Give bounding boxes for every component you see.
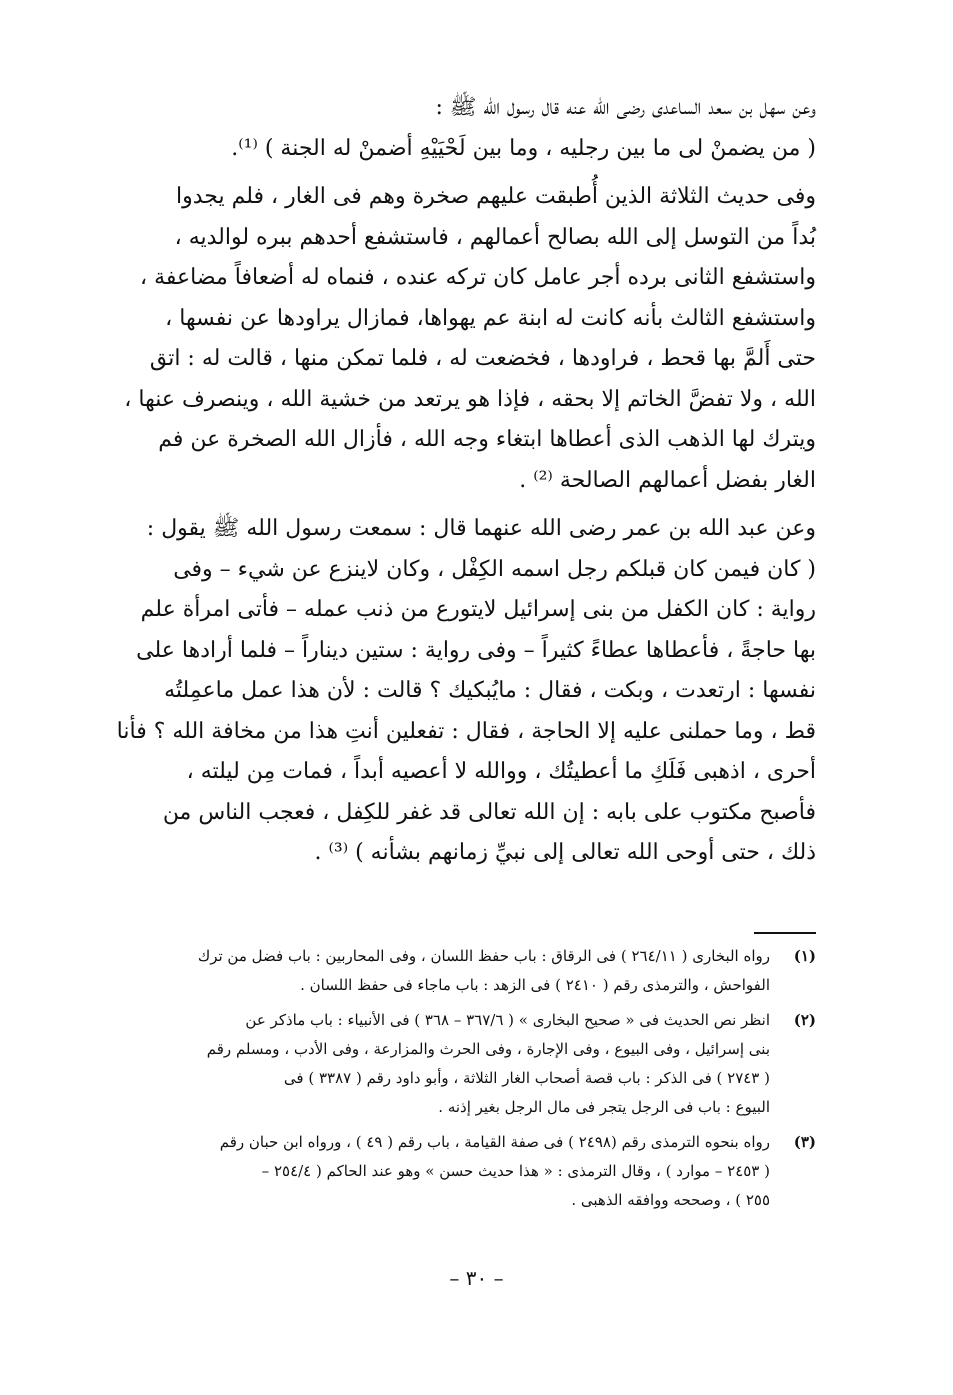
page-number: – ٣٠ – [449, 1266, 504, 1290]
paragraph-cave-hadith [124, 177, 816, 501]
footnote-text [128, 1006, 770, 1122]
text-line: بُداً من التوسل إلى الله بصالح أعمالهم ، فاستشفع أحدهم ببره لوالديه ، [174, 224, 816, 250]
footnote-line: ٢٥٥ ) ، وصححه ووافقه الذهبى . [571, 1191, 770, 1209]
footnote-line: ( ٢٤٥٣ – موارد ) ، وقال الترمذى : « هذا حديث حسن » وهو عند الحاكم ( ٢٥٤/٤ – [261, 1162, 770, 1180]
text-line: الله ، ولا تفضَّ الخاتم إلا بحقه ، فإذا هو يرتعد من خشية الله ، وينصرف عنها ، [124, 386, 816, 412]
text-line: ( كان فيمن كان قبلكم رجل اسمه الكِفْل ، وكان لاينزع عن شيء – وفى [173, 556, 816, 582]
footnote-2 [128, 1006, 816, 1122]
footnotes [128, 932, 816, 1221]
footnote-text [128, 1128, 770, 1215]
footnote-line: بنى إسرائيل ، وفى البيوع ، وفى الإجارة ، وفى الحرث والمزارعة ، وفى الأدب ، ومسلم رقم [206, 1040, 770, 1058]
text-line: أحرى ، اذهبى فَلَكِ ما أعطيتُك ، ووالله لا أعصيه أبداً ، فمات مِن ليلته ، [186, 759, 816, 784]
text-line: وعن عبد الله بن عمر رضى الله عنهما قال : سمعت رسول الله ﷺ يقول : [146, 516, 816, 541]
footnote-number: (١) [793, 947, 816, 965]
text-line: قط ، وما حملنى عليه إلا الحاجة ، فقال : تفعلين أنتِ هذا من مخافة الله ؟ فأنا [116, 718, 816, 744]
paragraph-kifl-hadith [116, 509, 816, 874]
text-line: حتى أَلمَّ بها قحط ، فراودها ، فخضعت له ، فلما تمكن منها ، قالت له : اتق [149, 346, 816, 371]
text-line: الغار بفضل أعمالهم الصالحة ⁽²⁾ . [519, 467, 816, 493]
text-line: رواية : كان الكفل من بنى إسرائيل لايتورع من ذنب عمله – فأتى امرأة علم [140, 597, 816, 622]
text-line: فأصبح مكتوب على بابه : إن الله تعالى قد غفر للكِفل ، فعجب الناس من [162, 799, 816, 825]
footnote-line: ( ٢٧٤٣ ) فى الذكر : باب قصة أصحاب الغار الثلاثة ، وأبو داود رقم ( ٣٣٨٧ ) فى [283, 1069, 770, 1087]
main-text [116, 88, 816, 874]
text-line: ذلك ، حتى أوحى الله تعالى إلى نبيِّ زمانهم بشأنه ) ⁽³⁾ . [314, 840, 816, 865]
text-line: ( من يضمنْ لى ما بين رجليه ، وما بين لَحْيَيْهِ أضمنْ له الجنة ) ⁽¹⁾. [231, 135, 816, 161]
footnote-1 [128, 942, 816, 1000]
text-line: واستشفع الثالث بأنه كانت له ابنة عم يهواها، فمازال يراودها عن نفسها ، [165, 305, 816, 331]
footnote-line: انظر نص الحديث فى « صحيح البخارى » ( ٣٦٧/٦ – ٣٦٨ ) فى الأنبياء : باب ماذكر عن [245, 1011, 770, 1029]
footnote-line: البيوع : باب فى الرجل يتجر فى مال الرجل بغير إذنه . [438, 1098, 770, 1116]
text-line: ويترك لها الذهب الذى أعطاها ابتغاء وجه الله ، فأزال الله الصخرة عن فم [158, 427, 816, 452]
footnote-3 [128, 1128, 816, 1215]
text-line: وعن سهل بن سعد الساعدى رضى الله عنه قال رسول الله ﷺ : [435, 95, 816, 120]
paragraph-sahl-hadith [128, 88, 816, 169]
footnote-line: رواه البخارى ( ٢٦٤/١١ ) فى الرقاق : باب حفظ اللسان ، وفى المحاربين : باب فضل من ترك [197, 947, 770, 965]
text-line: نفسها : ارتعدت ، وبكت ، فقال : مايُبكيك ؟ قالت : لأن هذا عمل ماعمِلتُه [164, 678, 816, 703]
footnote-divider [754, 932, 816, 934]
footnote-text [128, 942, 770, 1000]
text-line: واستشفع الثانى برده أجر عامل كان تركه عنده ، فنماه له أضعافاً مضاعفة ، [140, 265, 816, 290]
footnote-line: رواه بنحوه الترمذى رقم (٢٤٩٨ ) فى صفة القيامة ، باب رقم ( ٤٩ ) ، ورواه ابن حبان رقم [219, 1133, 770, 1151]
footnote-line: الفواحش ، والترمذى رقم ( ٢٤١٠ ) فى الزهد : باب ماجاء فى حفظ اللسان . [300, 976, 770, 994]
footnote-number: (٢) [793, 1011, 816, 1029]
text-line: وفى حديث الثلاثة الذين أُطبقت عليهم صخرة وهم فى الغار ، فلم يجدوا [176, 184, 816, 209]
footnote-number: (٣) [793, 1133, 816, 1151]
text-line: بها حاجةً ، فأعطاها عطاءً كثيراً – وفى رواية : ستين ديناراً – فلما أرادها على [136, 637, 816, 663]
